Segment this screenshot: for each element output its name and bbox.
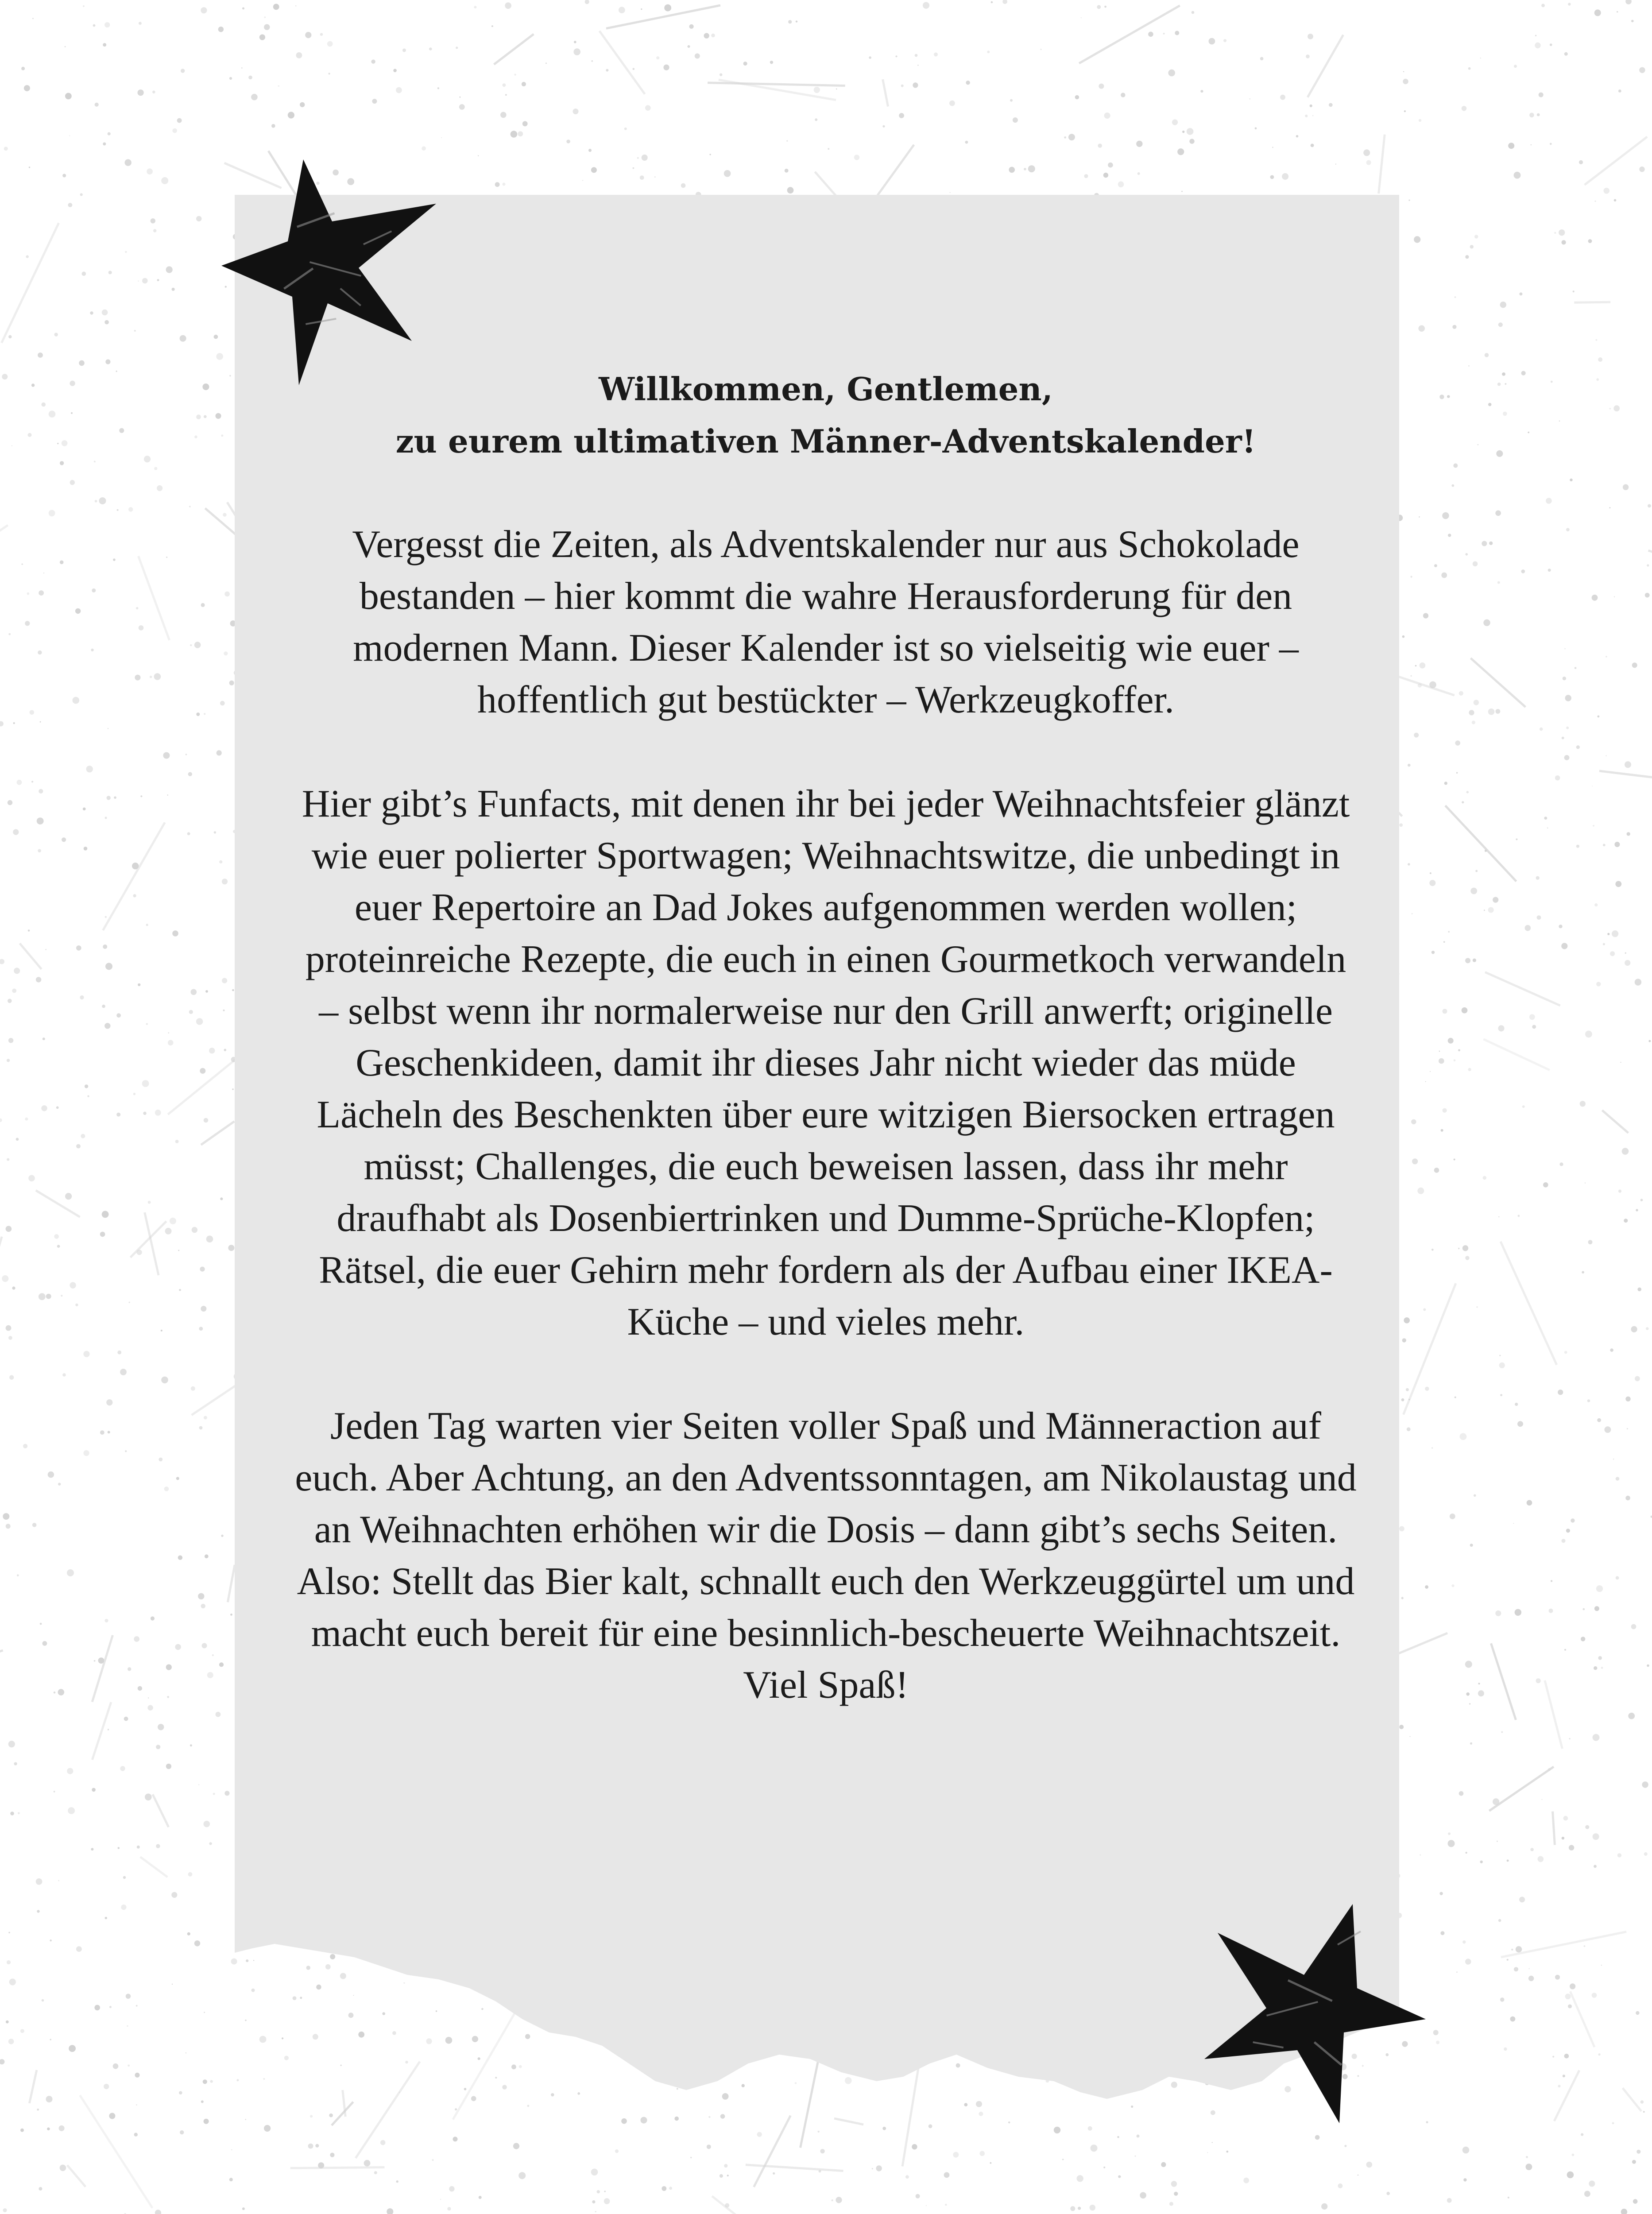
intro-paragraph: Vergesst die Zeiten, als Adventskalender nur aus Schokolade bestanden – hier kommt die wahre Herausforderung für den modernen Mann. Dieser Kalender ist so vielseitig wie euer – hoffentlich gut bestückter – Werkzeugkoffer. [352, 523, 1300, 721]
contents-paragraph: Hier gibt’s Funfacts, mit denen ihr bei jeder Weihnachtsfeier glänzt wie euer polierter Sportwagen; Weihnachtswitze, die unbedingt in euer Repertoire an Dad Jokes aufgenommen werden wollen; proteinreiche Rezepte, die euch in einen Gourmetkoch verwandeln – selbst wenn ihr normalerweise nur den Grill anwerft; originelle Geschenkideen, damit ihr dieses Jahr nicht wieder das müde Lächeln des Beschenkten über eure witzigen Biersocken ertragen müsst; Challenges, die euch beweisen lassen, dass ihr mehr draufhabt als Dosenbiertrinken und Dumme-Sprüche-Klopfen; Rätsel, die euer Gehirn mehr fordern als der Aufbau einer IKEA-Küche – und vieles mehr. [302, 782, 1350, 1343]
welcome-heading [292, 363, 1359, 468]
top-left-star-icon [217, 155, 447, 390]
bottom-right-star-icon [1200, 1900, 1430, 2130]
welcome-heading-line-2: zu eurem ultimativen Männer-Adventskalender! [395, 422, 1256, 460]
welcome-text-block [292, 363, 1359, 1711]
welcome-heading-line-1: Willkommen, Gentlemen, [599, 370, 1053, 408]
schedule-paragraph: Jeden Tag warten vier Seiten voller Spaß und Männeraction auf euch. Aber Achtung, an den Adventssonntagen, am Nikolaustag und an Weihnachten erhöhen wir die Dosis – dann gibt’s sechs Seiten. Also: Stellt das Bier kalt, schnallt euch den Werkzeuggürtel um und macht euch bereit für eine besinnlich-bescheuerte Weihnachtszeit. Viel Spaß! [295, 1405, 1357, 1707]
